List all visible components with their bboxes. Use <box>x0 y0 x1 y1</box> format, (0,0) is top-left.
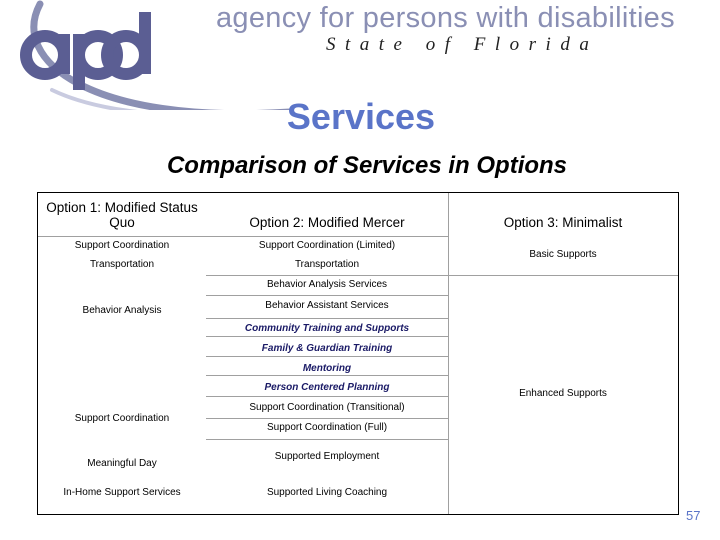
option2-family-guardian-training: Family & Guardian Training <box>261 343 393 354</box>
option2-transportation: Transportation <box>294 259 360 270</box>
option1-transportation: Transportation <box>89 259 155 270</box>
option2-mentoring: Mentoring <box>302 363 352 374</box>
option2-supported-living-coaching: Supported Living Coaching <box>266 487 388 498</box>
row-divider <box>206 375 448 376</box>
row-divider <box>206 396 448 397</box>
row-divider <box>206 356 448 357</box>
option1-support-coordination: Support Coordination <box>74 240 170 251</box>
column-divider <box>448 193 449 514</box>
row-divider <box>448 275 678 276</box>
column-header-option3: Option 3: Minimalist <box>503 215 623 230</box>
option2-support-coordination-full: Support Coordination (Full) <box>266 422 388 433</box>
row-divider <box>206 336 448 337</box>
column-header-option1: Option 1: Modified Status Quo <box>46 200 198 230</box>
option2-community-training: Community Training and Supports <box>244 323 410 334</box>
page-number: 57 <box>686 508 701 523</box>
option3-basic-supports: Basic Supports <box>529 249 597 260</box>
page-subtitle: Comparison of Services in Options <box>166 152 568 179</box>
option2-behavior-analysis-services: Behavior Analysis Services <box>266 279 388 290</box>
option2-behavior-assistant-services: Behavior Assistant Services <box>265 300 389 311</box>
row-divider <box>206 318 448 319</box>
option1-in-home-support: In-Home Support Services <box>63 487 181 498</box>
state-name: State of Florida <box>326 34 599 55</box>
row-divider <box>206 275 448 276</box>
option3-enhanced-supports: Enhanced Supports <box>519 388 607 399</box>
option2-support-coordination-transitional: Support Coordination (Transitional) <box>249 402 405 413</box>
option2-supported-employment: Supported Employment <box>274 451 380 462</box>
option2-support-coordination-limited: Support Coordination (Limited) <box>258 240 396 251</box>
row-divider <box>206 418 448 419</box>
row-divider <box>206 439 448 440</box>
agency-name: agency for persons with disabilities <box>216 2 675 34</box>
page-title: Services <box>286 96 436 137</box>
option2-person-centered-planning: Person Centered Planning <box>264 382 390 393</box>
comparison-table <box>37 192 679 515</box>
row-divider <box>38 236 448 237</box>
option1-meaningful-day: Meaningful Day <box>87 458 157 469</box>
option1-behavior-analysis: Behavior Analysis <box>82 305 162 316</box>
row-divider <box>206 295 448 296</box>
option1-support-coordination-2: Support Coordination <box>74 413 170 424</box>
column-header-option2: Option 2: Modified Mercer <box>249 215 405 230</box>
